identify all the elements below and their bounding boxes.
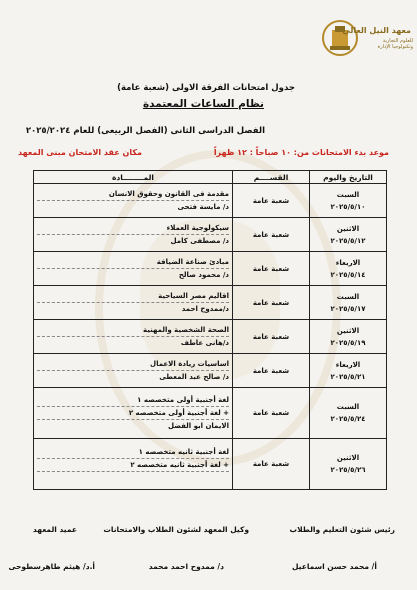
subject-cell — [34, 439, 233, 490]
exam-date: ٢٠٢٥/٥/١٧ — [330, 304, 366, 313]
exam-date: ٢٠٢٥/٥/٢٤ — [330, 415, 366, 423]
section-cell: شعبة عامة — [233, 320, 310, 354]
subject-line: سيكولوجية العملاء — [37, 222, 229, 235]
institute-logo — [318, 8, 413, 68]
date-cell — [310, 320, 387, 354]
logo-subtitle: للعلوم التجارية وتكنولوجيا الإدارة — [377, 38, 413, 50]
exam-schedule-heading: جدول امتحانات الفرقة الاولى (شعبة عامة) — [117, 83, 295, 93]
subject-line: اقاليم مصر السياحية — [37, 290, 229, 303]
exam-day: الاربعاء — [335, 360, 361, 369]
date-cell — [310, 439, 387, 490]
subject-line: الصحة الشخصية والمهنية — [37, 324, 229, 337]
exam-date: ٢٠٢٥/٥/١٠ — [330, 202, 366, 211]
subject-line: مقدمة فى القانون وحقوق الانسان — [37, 188, 229, 201]
section-cell: شعبة عامة — [233, 218, 310, 252]
exam-day: الاربعاء — [335, 258, 361, 267]
table-row — [34, 184, 387, 218]
subject-line: لغة أجنبية أولى متخصصه ١ — [37, 394, 229, 407]
date-cell — [310, 388, 387, 439]
subject-cell — [34, 320, 233, 354]
exam-date: ٢٠٢٥/٥/١٢ — [330, 236, 366, 245]
subject-cell — [34, 184, 233, 218]
exam-day: الاثنين — [336, 326, 360, 335]
table-row — [34, 286, 387, 320]
signature-name-dean: أ.د/ هيثم طاهرسطوحى — [8, 562, 95, 571]
exam-date: ٢٠٢٥/٥/٢٦ — [330, 466, 366, 474]
subject-line: + لغة أجنبية ثانيه متخصصه ٢ — [37, 459, 229, 472]
signature-name-education: أ/ محمد حسن اسماعيل — [291, 562, 377, 571]
header-subject: المــــــــادة — [34, 171, 233, 184]
subject-line — [37, 472, 229, 483]
date-cell — [310, 184, 387, 218]
subject-instructor: د/ مايسة فتحى — [177, 203, 229, 211]
subject-line: + لغة أجنبية أولى متخصصه ٢ — [37, 407, 229, 420]
date-cell — [310, 252, 387, 286]
subject-instructor: د/ مصطفى كامل — [170, 237, 229, 245]
table-row — [34, 252, 387, 286]
logo-name: معهد النيل العالي — [342, 26, 411, 35]
exam-date: ٢٠٢٥/٥/١٤ — [330, 270, 366, 279]
subject-line: اساسيات ريادة الاعمال — [37, 358, 229, 371]
header-date: التاريخ واليوم — [310, 171, 387, 184]
exam-day: السبت — [336, 292, 360, 301]
section-cell: شعبة عامة — [233, 184, 310, 218]
subject-cell — [34, 218, 233, 252]
table-row — [34, 388, 387, 439]
signature-title-dean: عميد المعهد — [32, 525, 77, 534]
section-cell: شعبة عامة — [233, 286, 310, 320]
subject-instructor: د/ممدوح احمد — [181, 305, 229, 313]
date-cell — [310, 286, 387, 320]
section-cell: شعبة عامة — [233, 439, 310, 490]
subject-instructor: د/هانى عاطف — [180, 339, 229, 347]
section-cell: شعبة عامة — [233, 388, 310, 439]
subject-cell — [34, 286, 233, 320]
semester-line: الفصل الدراسى الثانى (الفصل الربيعى) للعام ٢٠٢٥/٢٠٢٤ — [25, 126, 265, 136]
signature-title-vice-dean: وكيل المعهد لشئون الطلاب والامتحانات — [103, 525, 249, 534]
exam-day: الاثنين — [336, 224, 360, 233]
subject-line: الايمان ابو الفضل — [167, 422, 229, 430]
exam-date: ٢٠٢٥/٥/١٩ — [330, 338, 366, 347]
date-cell — [310, 354, 387, 388]
exam-date: ٢٠٢٥/٥/٢١ — [330, 372, 366, 381]
table-row — [34, 320, 387, 354]
header-section: القســــم — [233, 171, 310, 184]
exam-place: مكان عقد الامتحان مبنى المعهد — [17, 148, 142, 157]
signature-title-education: رئيس شئون التعليم والطلاب — [289, 525, 395, 534]
table-row — [34, 354, 387, 388]
exam-day: السبت — [336, 190, 360, 199]
subject-cell — [34, 252, 233, 286]
date-cell — [310, 218, 387, 252]
page-title: نظام الساعات المعتمدة — [142, 98, 264, 110]
table-row — [34, 218, 387, 252]
subject-cell — [34, 388, 233, 439]
subject-line: مبادئ صناعة الضيافة — [37, 256, 229, 269]
table-row — [34, 439, 387, 490]
subject-cell — [34, 354, 233, 388]
subject-instructor: د/ محمود صالح — [178, 271, 229, 279]
exam-table — [33, 170, 387, 490]
logo-emblem-icon — [320, 14, 360, 62]
exam-day: الاثنين — [336, 454, 360, 462]
exam-time: موعد بدء الامتحانات من: ١٠ صباحاً : ١٢ ظهراً — [213, 148, 389, 157]
subject-line: لغة أجنبية ثانيه متخصصه ١ — [37, 446, 229, 459]
table-header-row — [34, 171, 387, 184]
subject-instructor: د/ صالح عبد المعطى — [159, 373, 229, 381]
section-cell: شعبة عامة — [233, 354, 310, 388]
exam-day: السبت — [336, 403, 360, 411]
section-cell: شعبة عامة — [233, 252, 310, 286]
signature-name-vice-dean: د/ ممدوح احمد محمد — [148, 562, 224, 571]
